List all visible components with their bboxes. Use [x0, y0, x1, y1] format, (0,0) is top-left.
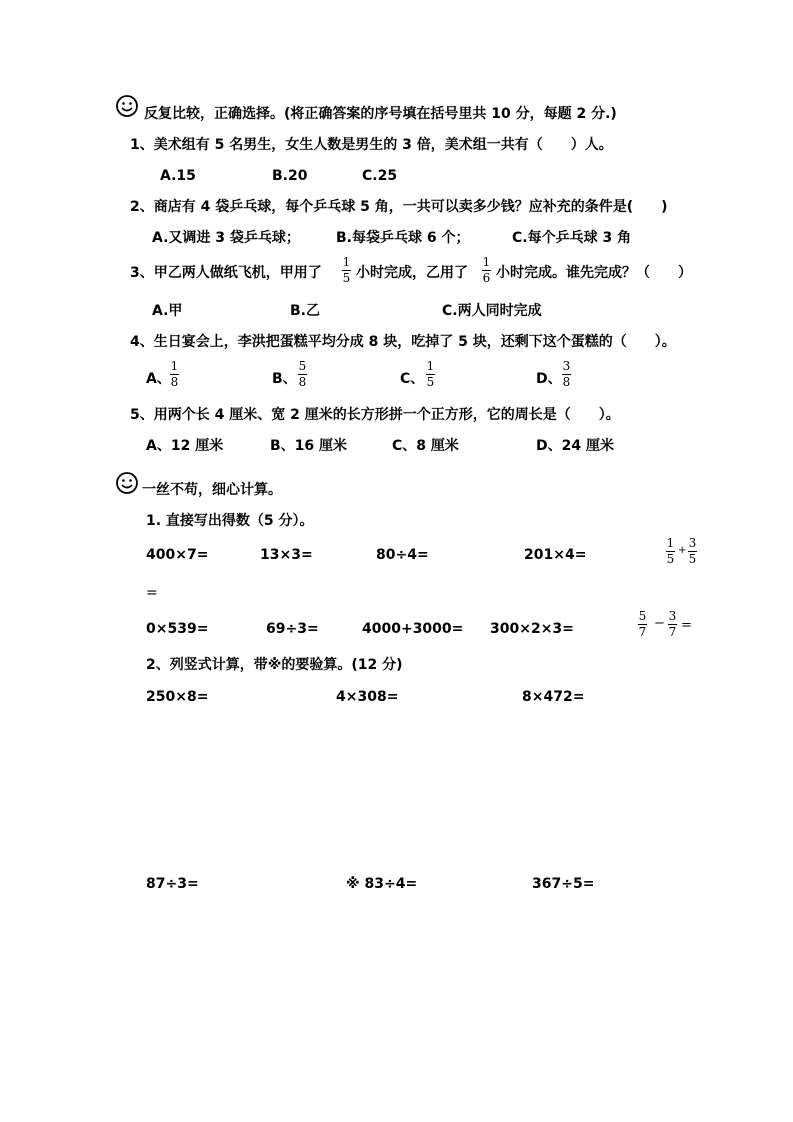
calc-0x539: 0×539= [146, 621, 209, 637]
vertical-367div5: 367÷5= [532, 876, 595, 892]
section2-heading: 一丝不苟，细心计算。 [142, 482, 282, 498]
calc-frac1-equals: = [146, 585, 158, 601]
q4-option-b-label: B、 [272, 371, 297, 387]
q2-option-a: A.又调进 3 袋乒乓球； [152, 230, 300, 246]
question-3-part3: 小时完成。谁先完成？（ ） [496, 265, 692, 281]
calc-300x2x3: 300×2×3= [490, 621, 574, 637]
vertical-83div4-check: ※ 83÷4= [346, 876, 418, 892]
calc-frac1-op: + [678, 545, 687, 556]
q1-option-c: C.25 [362, 168, 398, 184]
q4-option-d-fraction: 3 8 [562, 359, 571, 389]
vertical-250x8: 250×8= [146, 689, 209, 705]
smiley-icon [116, 472, 138, 494]
q5-option-d: D、24 厘米 [536, 438, 614, 454]
q4-option-c-fraction: 1 5 [426, 359, 435, 389]
question-3-part2: 小时完成，乙用了 [356, 265, 468, 281]
question-5: 5、用两个长 4 厘米、宽 2 厘米的长方形拼一个正方形，它的周长是（ ）。 [130, 407, 620, 423]
q5-option-b: B、16 厘米 [270, 438, 348, 454]
vertical-8x472: 8×472= [522, 689, 585, 705]
q2-option-c: C.每个乒乓球 3 角 [512, 230, 632, 246]
q4-option-d-label: D、 [536, 371, 562, 387]
vertical-87div3: 87÷3= [146, 876, 199, 892]
question-3-part1: 3、甲乙两人做纸飞机，甲用了 [130, 265, 322, 281]
q3-option-c: C.两人同时完成 [442, 303, 542, 319]
q3-option-b: B.乙 [290, 303, 320, 319]
calc-201x4: 201×4= [524, 547, 587, 563]
sub-question-2: 2、列竖式计算，带※的要验算。(12 分) [146, 657, 403, 673]
calc-69div3: 69÷3= [266, 621, 319, 637]
section1-heading: 反复比较，正确选择。(将正确答案的序号填在括号里共 10 分，每题 2 分.) [144, 106, 617, 122]
q2-option-b: B.每袋乒乓球 6 个； [336, 230, 470, 246]
q3-fraction-2: 1 6 [482, 255, 491, 285]
vertical-4x308: 4×308= [336, 689, 399, 705]
q5-option-c: C、8 厘米 [392, 438, 459, 454]
q4-option-b-fraction: 5 8 [298, 359, 307, 389]
calc-13x3: 13×3= [260, 547, 313, 563]
sub-question-1: 1. 直接写出得数（5 分）。 [146, 513, 314, 529]
calc-frac1-a: 1 5 [666, 536, 675, 566]
question-2: 2、商店有 4 袋乒乓球，每个乒乓球 5 角，一共可以卖多少钱？应补充的条件是( ) [130, 199, 668, 215]
calc-frac2-a: 5 7 [638, 609, 647, 639]
q4-option-c-label: C、 [400, 371, 425, 387]
calc-frac2-b: 3 7 [668, 609, 677, 639]
q4-option-a-label: A、 [146, 371, 171, 387]
calc-frac2-equals: = [681, 618, 692, 633]
calc-4000plus3000: 4000+3000= [362, 621, 464, 637]
calc-frac1-b: 3 5 [688, 536, 697, 566]
q3-option-a: A.甲 [152, 303, 183, 319]
question-1: 1、美术组有 5 名男生，女生人数是男生的 3 倍，美术组一共有（ ）人。 [130, 137, 613, 153]
q5-option-a: A、12 厘米 [146, 438, 224, 454]
calc-frac2-op: − [654, 616, 665, 631]
q4-option-a-fraction: 1 8 [170, 359, 179, 389]
calc-80div4: 80÷4= [376, 547, 429, 563]
q3-fraction-1: 1 5 [342, 255, 351, 285]
question-4: 4、生日宴会上，李洪把蛋糕平均分成 8 块，吃掉了 5 块，还剩下这个蛋糕的（ ）。 [130, 334, 676, 350]
q1-option-a: A.15 [160, 168, 196, 184]
q1-option-b: B.20 [272, 168, 308, 184]
smiley-icon [116, 95, 138, 117]
calc-400x7: 400×7= [146, 547, 209, 563]
